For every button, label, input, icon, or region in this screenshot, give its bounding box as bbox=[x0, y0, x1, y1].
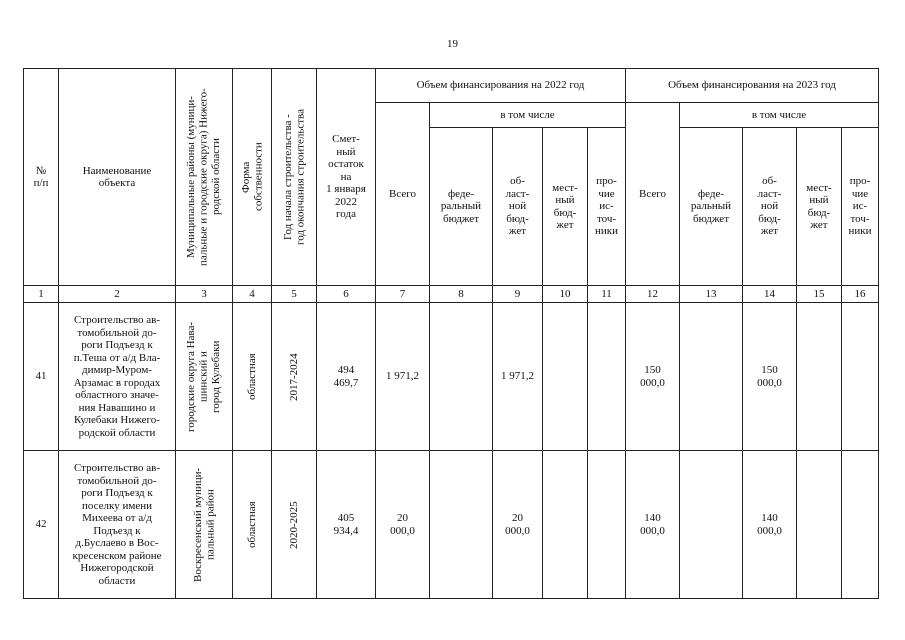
regional-2022: 20 000,0 bbox=[493, 451, 543, 599]
federal-2022 bbox=[430, 451, 493, 599]
district: Воскресенский муници- пальный район bbox=[176, 451, 233, 599]
total-2022: 20 000,0 bbox=[376, 451, 430, 599]
column-number: 9 bbox=[493, 286, 543, 303]
years: 2017-2024 bbox=[272, 303, 317, 451]
ownership: областная bbox=[233, 451, 272, 599]
total-2023: 150 000,0 bbox=[626, 303, 680, 451]
column-number: 1 bbox=[24, 286, 59, 303]
header-incl-2023: в том числе bbox=[680, 103, 879, 128]
column-number: 8 bbox=[430, 286, 493, 303]
table-row bbox=[24, 303, 879, 451]
other-2022 bbox=[588, 303, 626, 451]
header-regional-2023: об- ласт- ной бюд- жет bbox=[743, 128, 797, 286]
local-2022 bbox=[543, 451, 588, 599]
header-incl-2022: в том числе bbox=[430, 103, 626, 128]
district: городские округа Нава- шинский и город Кулебаки bbox=[176, 303, 233, 451]
header-balance: Смет- ный остаток на 1 января 2022 года bbox=[317, 69, 376, 286]
column-number: 2 bbox=[59, 286, 176, 303]
column-number: 11 bbox=[588, 286, 626, 303]
total-2023: 140 000,0 bbox=[626, 451, 680, 599]
header-fin-2023: Объем финансирования на 2023 год bbox=[626, 69, 879, 103]
column-number: 14 bbox=[743, 286, 797, 303]
table-row bbox=[24, 451, 879, 599]
local-2023 bbox=[797, 303, 842, 451]
row-num: 42 bbox=[24, 451, 59, 599]
header-ownership: Форма собственности bbox=[233, 69, 272, 286]
column-number: 10 bbox=[543, 286, 588, 303]
total-2022: 1 971,2 bbox=[376, 303, 430, 451]
balance: 494 469,7 bbox=[317, 303, 376, 451]
column-number: 6 bbox=[317, 286, 376, 303]
header-federal-2022: феде- ральный бюджет bbox=[430, 128, 493, 286]
local-2022 bbox=[543, 303, 588, 451]
regional-2023: 150 000,0 bbox=[743, 303, 797, 451]
header-other-2022: про- чие ис- точ- ники bbox=[588, 128, 626, 286]
header-district: Муниципальные районы (муници- пальные и городские округа) Нижего- родской области bbox=[176, 69, 233, 286]
header-federal-2023: феде- ральный бюджет bbox=[680, 128, 743, 286]
header-years: Год начала строительства - год окончания строительства bbox=[272, 69, 317, 286]
header-regional-2022: об- ласт- ной бюд- жет bbox=[493, 128, 543, 286]
financing-table bbox=[23, 68, 879, 599]
header-object-name: Наименование объекта bbox=[59, 69, 176, 286]
page-number: 19 bbox=[447, 38, 458, 50]
federal-2022 bbox=[430, 303, 493, 451]
column-number: 5 bbox=[272, 286, 317, 303]
row-num: 41 bbox=[24, 303, 59, 451]
ownership: областная bbox=[233, 303, 272, 451]
object-name: Строительство ав- томобильной до- роги Подъезд к поселку имени Михеева от а/д Подъезд к д.Буслаево в Вос- кресенском районе Нижегородской области bbox=[59, 451, 176, 599]
column-number: 13 bbox=[680, 286, 743, 303]
header-fin-2022: Объем финансирования на 2022 год bbox=[376, 69, 626, 103]
column-number: 15 bbox=[797, 286, 842, 303]
header-local-2023: мест- ный бюд- жет bbox=[797, 128, 842, 286]
header-num: № п/п bbox=[24, 69, 59, 286]
regional-2023: 140 000,0 bbox=[743, 451, 797, 599]
header-total-2022: Всего bbox=[376, 103, 430, 286]
column-number-row bbox=[24, 286, 879, 303]
header-total-2023: Всего bbox=[626, 103, 680, 286]
column-number: 7 bbox=[376, 286, 430, 303]
column-number: 4 bbox=[233, 286, 272, 303]
local-2023 bbox=[797, 451, 842, 599]
other-2023 bbox=[842, 451, 879, 599]
other-2023 bbox=[842, 303, 879, 451]
header-other-2023: про- чие ис- точ- ники bbox=[842, 128, 879, 286]
other-2022 bbox=[588, 451, 626, 599]
column-number: 12 bbox=[626, 286, 680, 303]
balance: 405 934,4 bbox=[317, 451, 376, 599]
federal-2023 bbox=[680, 451, 743, 599]
column-number: 16 bbox=[842, 286, 879, 303]
column-number: 3 bbox=[176, 286, 233, 303]
header-local-2022: мест- ный бюд- жет bbox=[543, 128, 588, 286]
federal-2023 bbox=[680, 303, 743, 451]
object-name: Строительство ав- томобильной до- роги Подъезд к п.Теша от а/д Вла- димир-Муром- Арзамас в городах областного значе- ния Навашино и Кулебаки Нижего- родской области bbox=[59, 303, 176, 451]
regional-2022: 1 971,2 bbox=[493, 303, 543, 451]
years: 2020-2025 bbox=[272, 451, 317, 599]
